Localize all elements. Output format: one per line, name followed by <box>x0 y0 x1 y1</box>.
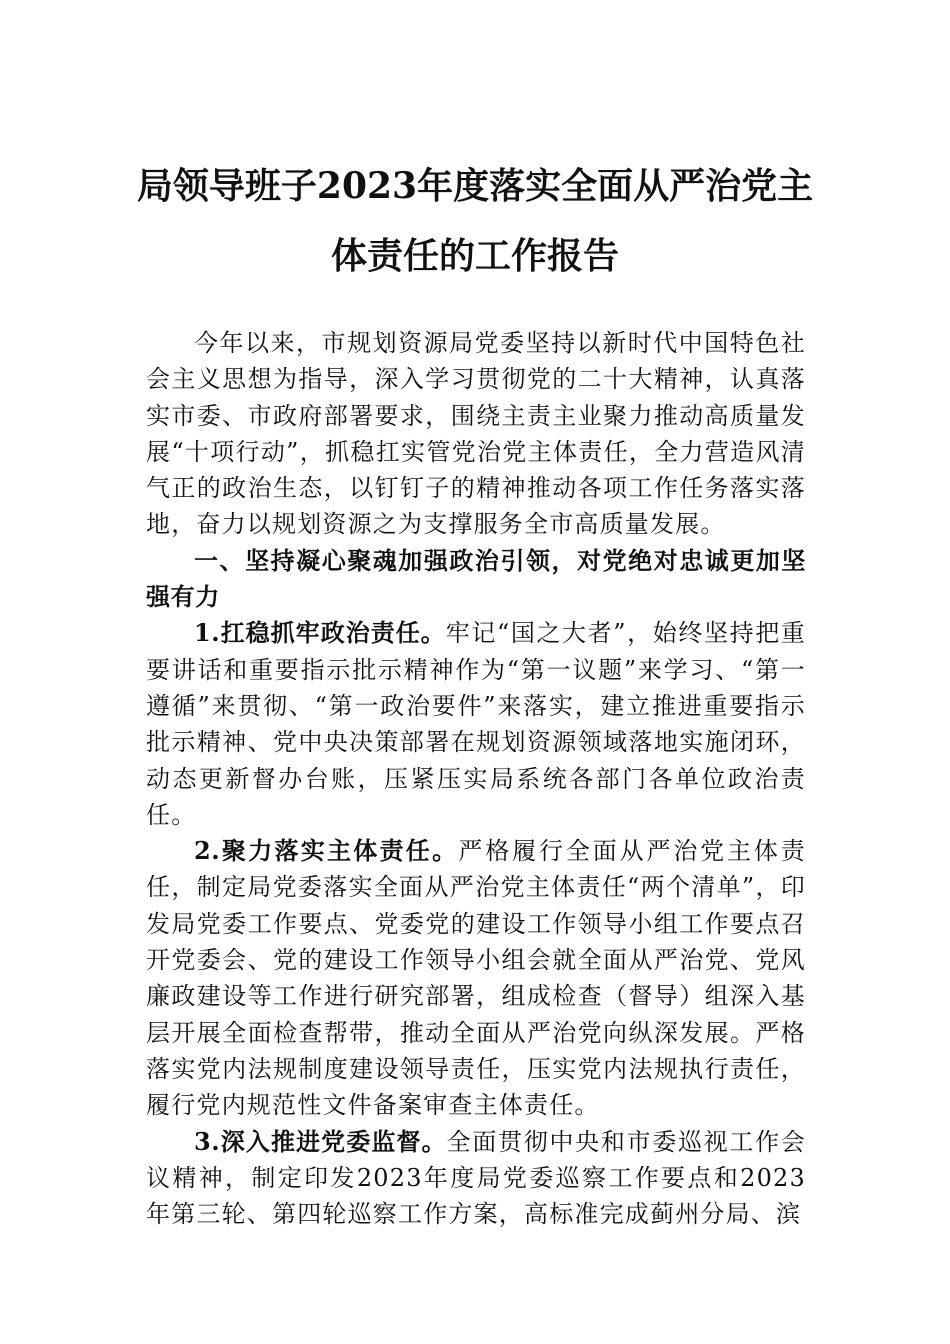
item-text-1: 牢记“国之大者”，始终坚持把重要讲话和重要指示批示精神作为“第一议题”来学习、“第一遵循”来贯彻、“第一政治要件”来落实，建立推进重要指示批示精神、党中央决策部署在规划资源领域落地实施闭环，动态更新督办台账，压紧压实局系统各部门各单位政治责任。 <box>146 619 807 829</box>
item-lead-3: 3.深入推进党委监督。 <box>194 1126 447 1156</box>
item-text-2: 严格履行全面从严治党主体责任，制定局党委落实全面从严治党主体责任“两个清单”，印发局党委工作要点、党委党的建设工作领导小组工作要点召开党委会、党的建设工作领导小组会就全面从严治党、党风廉政建设等工作进行研究部署，组成检查（督导）组深入基层开展全面检查帮带，推动全面从严治党向纵深发展。严格落实党内法规制度建设领导责任，压实党内法规执行责任，履行党内规范性文件备案审查主体责任。 <box>146 837 806 1120</box>
item-paragraph-3 <box>146 1124 806 1233</box>
section-heading: 一、坚持凝心聚魂加强政治引领，对党绝对忠诚更加坚强有力 <box>146 546 806 612</box>
item-paragraph-2 <box>146 833 806 1123</box>
document-title-line-2: 体责任的工作报告 <box>330 235 619 277</box>
item-lead-1: 1.扛稳抓牢政治责任。 <box>194 618 446 648</box>
document-body <box>146 325 806 1232</box>
item-text-3: 全面贯彻中央和市委巡视工作会议精神，制定印发2023年度局党委巡察工作要点和2023年第三轮、第四轮巡察工作方案，高标准完成蓟州分局、滨 <box>146 1127 806 1229</box>
document-title-line-1: 局领导班子2023年度落实全面从严治党主 <box>136 165 814 207</box>
item-paragraph-1 <box>146 615 806 833</box>
intro-paragraph: 今年以来，市规划资源局党委坚持以新时代中国特色社会主义思想为指导，深入学习贯彻党的二十大精神，认真落实市委、市政府部署要求，围绕主责主业聚力推动高质量发展“十项行动”，抓稳扛实管党治党主体责任，全力营造风清气正的政治生态，以钉钉子的精神推动各项工作任务落实落地，奋力以规划资源之为支撑服务全市高质量发展。 <box>146 329 806 539</box>
item-lead-2: 2.聚力落实主体责任。 <box>194 836 459 866</box>
